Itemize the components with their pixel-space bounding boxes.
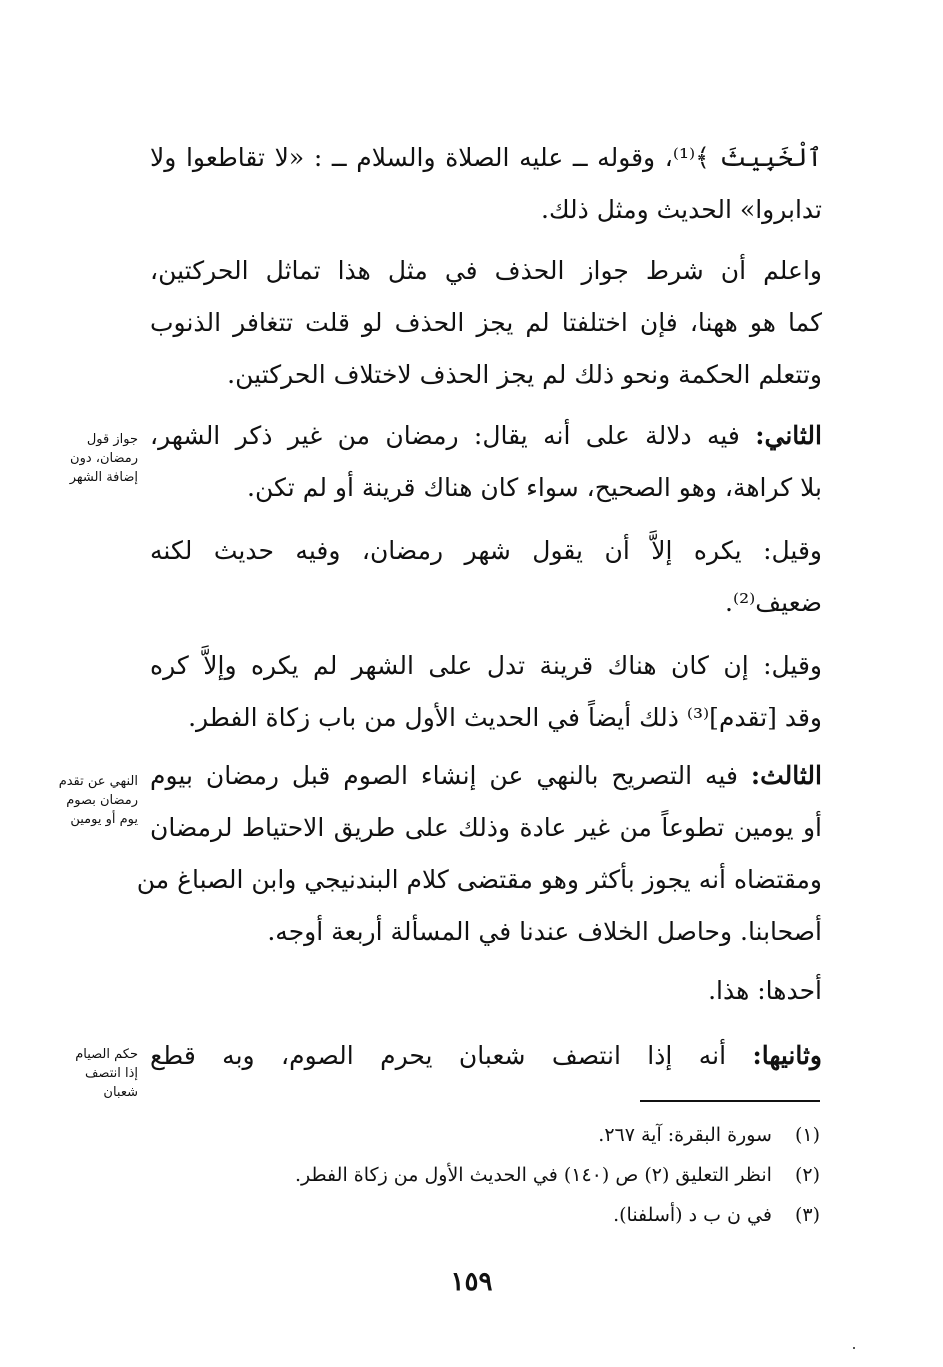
paragraph-4 <box>150 525 822 629</box>
text-line: أحدها: هذا. <box>708 976 822 1005</box>
margin-note-1 <box>40 430 138 487</box>
footnote-number: (٢) <box>794 1164 820 1186</box>
text-line: كما هو ههنا، فإن اختلفتا لم يجز الحذف لو قلت تتغافر الذنوب <box>150 308 822 337</box>
page-number: ١٥٩ <box>450 1267 493 1297</box>
paragraph-6 <box>136 750 822 958</box>
text-line <box>150 750 822 802</box>
scan-speck <box>853 1347 855 1349</box>
text-line: ومقتضاه أنه يجوز بأكثر وهو مقتضى كلام البندنيجي وابن الصباغ من <box>136 865 822 894</box>
text-line: ٱلْخَبِيثَ ﴾⁽¹⁾، وقوله ــ عليه الصلاة والسلام ــ : «لا تقاطعوا ولا <box>150 143 823 172</box>
margin-note-3 <box>40 1045 138 1102</box>
text-line <box>150 1030 822 1082</box>
margin-note-line: يوم أو يومين <box>70 812 138 827</box>
paragraph-1 <box>150 132 822 236</box>
text-line: وقيل: إن كان هناك قرينة تدل على الشهر لم يكره وإلاَّ كره <box>150 651 822 680</box>
text-line: أو يومين تطوعاً من غير عادة وذلك على طريق الاحتياط لرمضان <box>150 813 822 842</box>
text-line: وتتعلم الحكمة ونحو ذلك لم يجز الحذف لاختلاف الحركتين. <box>227 360 822 389</box>
footnote <box>150 1195 820 1235</box>
footnote <box>150 1115 820 1155</box>
margin-note-2 <box>40 772 138 829</box>
footnote-text: انظر التعليق (٢) ص (١٤٠) في الحديث الأول من زكاة الفطر. <box>294 1164 772 1186</box>
margin-note-line: رمضان بصوم <box>66 793 138 808</box>
text-line: وقيل: يكره إلاَّ أن يقول شهر رمضان، وفيه حديث لكنه <box>150 536 822 565</box>
footnote <box>150 1155 820 1195</box>
margin-note-line: شعبان <box>103 1085 138 1100</box>
text-line: وقد [تقدم]⁽³⁾ ذلك أيضاً في الحديث الأول من باب زكاة الفطر. <box>188 703 822 732</box>
paragraph-3 <box>150 410 822 514</box>
footnote-text: في ن ب د (أسلفنا). <box>613 1204 772 1226</box>
paragraph-7 <box>150 965 822 1017</box>
paragraph-lead: الثالث: <box>750 761 822 790</box>
footnote-number: (٣) <box>794 1204 820 1226</box>
margin-note-line: حكم الصيام <box>75 1047 138 1062</box>
paragraph-lead: وثانيها: <box>752 1041 822 1070</box>
margin-note-line: إذا انتصف <box>84 1066 138 1081</box>
text-segment: أنه إذا انتصف شعبان يحرم الصوم، وبه قطع <box>150 1041 753 1070</box>
text-line: ضعيف⁽²⁾. <box>725 588 822 617</box>
footnote-number: (١) <box>794 1124 820 1146</box>
margin-note-line: رمضان، دون <box>70 451 138 466</box>
paragraph-8 <box>150 1030 822 1082</box>
paragraph-5 <box>150 640 822 744</box>
text-line <box>150 410 822 462</box>
text-line: بلا كراهة، وهو الصحيح، سواء كان هناك قرينة أو لم تكن. <box>247 473 822 502</box>
text-segment: فيه دلالة على أنه يقال: رمضان من غير ذكر الشهر، <box>150 421 756 450</box>
footnotes <box>150 1115 820 1235</box>
paragraph-lead: الثاني: <box>755 421 822 450</box>
margin-note-line: إضافة الشهر <box>69 470 138 485</box>
text-segment: فيه التصريح بالنهي عن إنشاء الصوم قبل رمضان بيوم <box>150 761 751 790</box>
footnote-text: سورة البقرة: آية ٢٦٧. <box>598 1124 772 1146</box>
text-line: تدابروا» الحديث ومثل ذلك. <box>541 195 822 224</box>
paragraph-2 <box>150 245 822 401</box>
text-line: أصحابنا. وحاصل الخلاف عندنا في المسألة أربعة أوجه. <box>267 917 822 946</box>
footnote-separator <box>640 1100 820 1102</box>
margin-note-line: جواز قول <box>86 432 138 447</box>
text-line: واعلم أن شرط جواز الحذف في مثل هذا تماثل الحركتين، <box>150 256 822 285</box>
margin-note-line: النهي عن تقدم <box>58 774 138 789</box>
